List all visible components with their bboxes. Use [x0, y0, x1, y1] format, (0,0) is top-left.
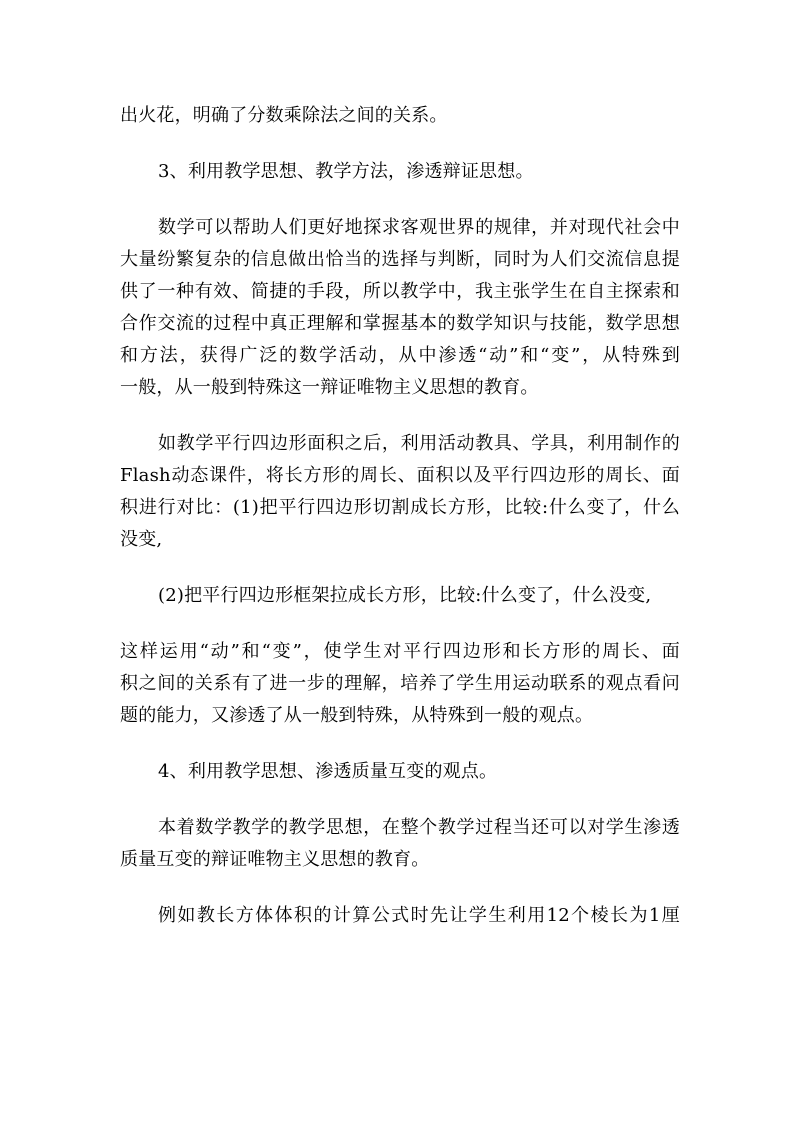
paragraph-line: 供了一种有效、简捷的手段，所以教学中，我主张学生在自主探索和 — [120, 281, 680, 302]
paragraph-line: (2)把平行四边形框架拉成长方形，比较:什么变了，什么没变, — [158, 585, 652, 606]
paragraph-line: 没变, — [120, 529, 163, 550]
paragraph-line: 一般，从一般到特殊这一辩证唯物主义思想的教育。 — [120, 377, 539, 398]
paragraph-line: 出火花，明确了分数乘除法之间的关系。 — [120, 105, 448, 126]
paragraph-line: 这样运用“动”和“变”，使学生对平行四边形和长方形的周长、面 — [120, 641, 680, 662]
paragraph-line: Flash动态课件，将长方形的周长、面积以及平行四边形的周长、面 — [120, 465, 680, 486]
paragraph-line: 数学可以帮助人们更好地探求客观世界的规律，并对现代社会中 — [158, 217, 680, 238]
section-heading: 4、利用教学思想、渗透质量互变的观点。 — [158, 761, 498, 782]
section-heading: 3、利用教学思想、教学方法，渗透辩证思想。 — [158, 161, 534, 182]
paragraph-line: 大量纷繁复杂的信息做出恰当的选择与判断，同时为人们交流信息提 — [120, 249, 680, 270]
paragraph-line: 积之间的关系有了进一步的理解，培养了学生用运动联系的观点看问 — [120, 673, 680, 694]
paragraph-line: 合作交流的过程中真正理解和掌握基本的数学知识与技能，数学思想 — [120, 313, 680, 334]
paragraph-line: 积进行对比：(1)把平行四边形切割成长方形，比较:什么变了，什么 — [120, 497, 680, 518]
paragraph-line: 如教学平行四边形面积之后，利用活动教具、学具，利用制作的 — [158, 433, 680, 454]
paragraph-line: 例如教长方体体积的计算公式时先让学生利用12个棱长为1厘 — [158, 905, 680, 926]
paragraph-line: 和方法，获得广泛的数学活动，从中渗透“动”和“变”，从特殊到 — [120, 345, 680, 366]
paragraph-line: 质量互变的辩证唯物主义思想的教育。 — [120, 849, 430, 870]
paragraph-line: 题的能力，又渗透了从一般到特殊，从特殊到一般的观点。 — [120, 705, 594, 726]
paragraph-line: 本着数学教学的教学思想，在整个教学过程当还可以对学生渗透 — [158, 817, 680, 838]
